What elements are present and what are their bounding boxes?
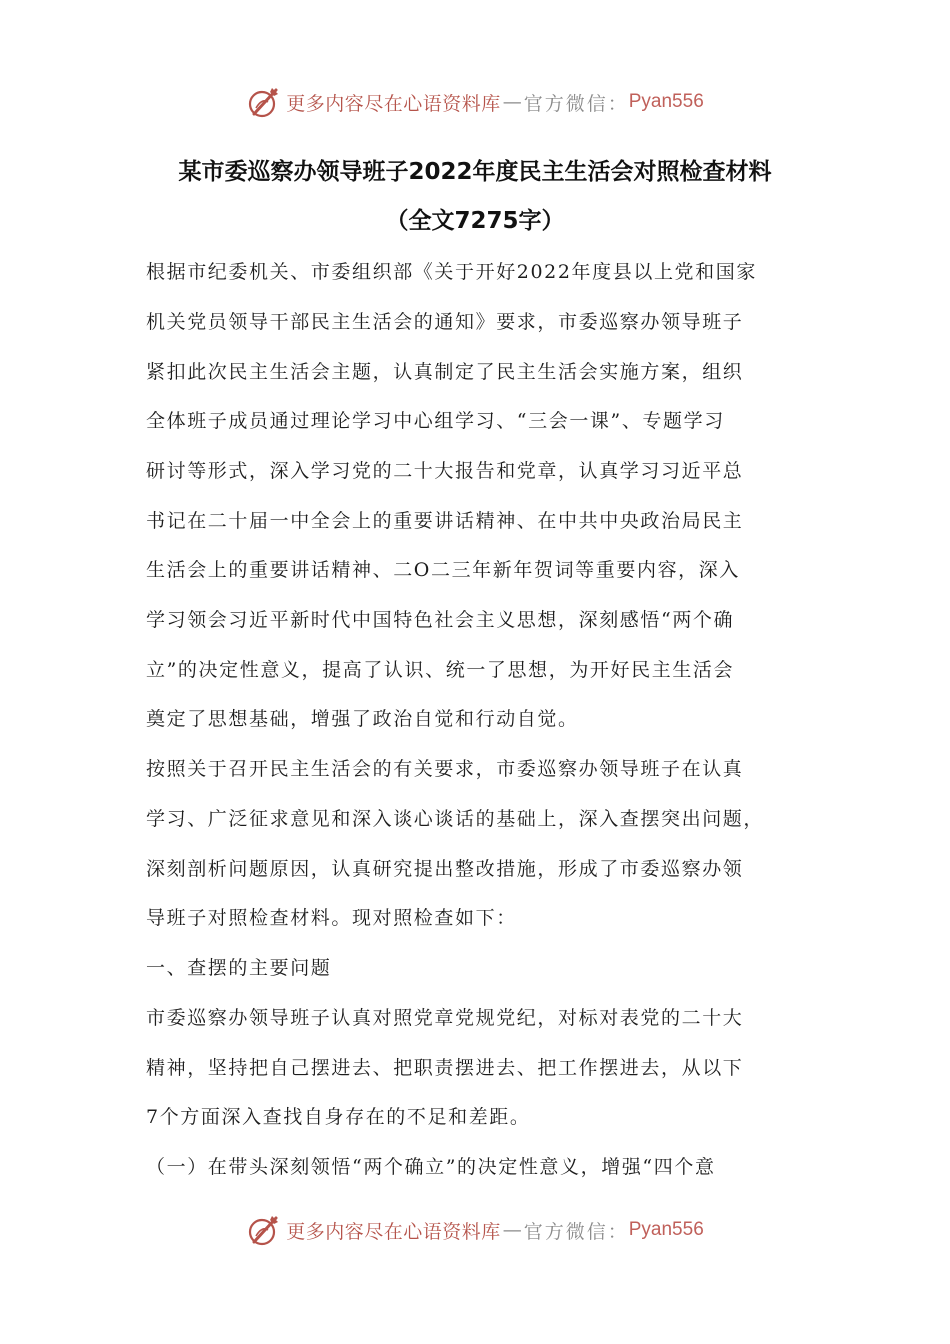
document-subtitle: （全文7275字） <box>385 208 565 234</box>
body-line: 按照关于召开民主生活会的有关要求，市委巡察办领导班子在认真 <box>146 758 744 780</box>
banner-wechat-id: Pyan556 <box>628 1219 704 1240</box>
body-line: 市委巡察办领导班子认真对照党章党规党纪，对标对表党的二十大 <box>146 1007 744 1029</box>
body-line: 学习领会习近平新时代中国特色社会主义思想，深刻感悟“两个确 <box>146 609 735 631</box>
subsection-heading: （一）在带头深刻领悟“两个确立”的决定性意义，增强“四个意 <box>146 1156 716 1178</box>
body-line: 紧扣此次民主生活会主题，认真制定了民主生活会实施方案，组织 <box>146 361 744 383</box>
body-line: 书记在二十届一中全会上的重要讲话精神、在中共中央政治局民主 <box>146 510 744 532</box>
body-line: 导班子对照检查材料。现对照检查如下： <box>146 907 517 929</box>
body-line: 机关党员领导干部民主生活会的通知》要求，市委巡察办领导班子 <box>146 311 744 333</box>
banner-wechat-label: 官方微信： <box>523 1220 629 1243</box>
banner-separator: — <box>502 1219 522 1241</box>
banner-wechat-id: Pyan556 <box>628 91 704 112</box>
body-line: 研讨等形式，深入学习党的二十大报告和党章，认真学习习近平总 <box>146 460 744 482</box>
body-line: 7个方面深入查找自身存在的不足和差距。 <box>146 1106 531 1128</box>
body-line: 学习、广泛征求意见和深入谈心谈话的基础上，深入查摆突出问题， <box>146 808 765 830</box>
banner-text: 更多内容尽在心语资料库 <box>286 1220 501 1243</box>
banner-text: 更多内容尽在心语资料库 <box>286 92 501 115</box>
body-line: 精神，坚持把自己摆进去、把职责摆进去、把工作摆进去，从以下 <box>146 1057 744 1079</box>
body-line: 全体班子成员通过理论学习中心组学习、“三会一课”、专题学习 <box>146 410 725 432</box>
document-title: 某市委巡察办领导班子2022年度民主生活会对照检查材料 <box>178 159 772 185</box>
section-heading: 一、查摆的主要问题 <box>146 957 332 979</box>
footer-banner <box>0 1210 950 1250</box>
body-line: 立”的决定性意义，提高了认识、统一了思想，为开好民主生活会 <box>146 659 735 681</box>
body-line: 根据市纪委机关、市委组织部《关于开好2022年度县以上党和国家 <box>146 261 757 283</box>
banner-wechat-label: 官方微信： <box>523 92 629 115</box>
pen-logo-icon <box>246 1212 282 1248</box>
header-banner <box>0 82 950 122</box>
body-line: 生活会上的重要讲话精神、二O二三年新年贺词等重要内容，深入 <box>146 559 740 581</box>
body-line: 奠定了思想基础，增强了政治自觉和行动自觉。 <box>146 708 579 730</box>
body-line: 深刻剖析问题原因，认真研究提出整改措施，形成了市委巡察办领 <box>146 858 744 880</box>
banner-separator: — <box>502 91 522 113</box>
pen-logo-icon <box>246 84 282 120</box>
